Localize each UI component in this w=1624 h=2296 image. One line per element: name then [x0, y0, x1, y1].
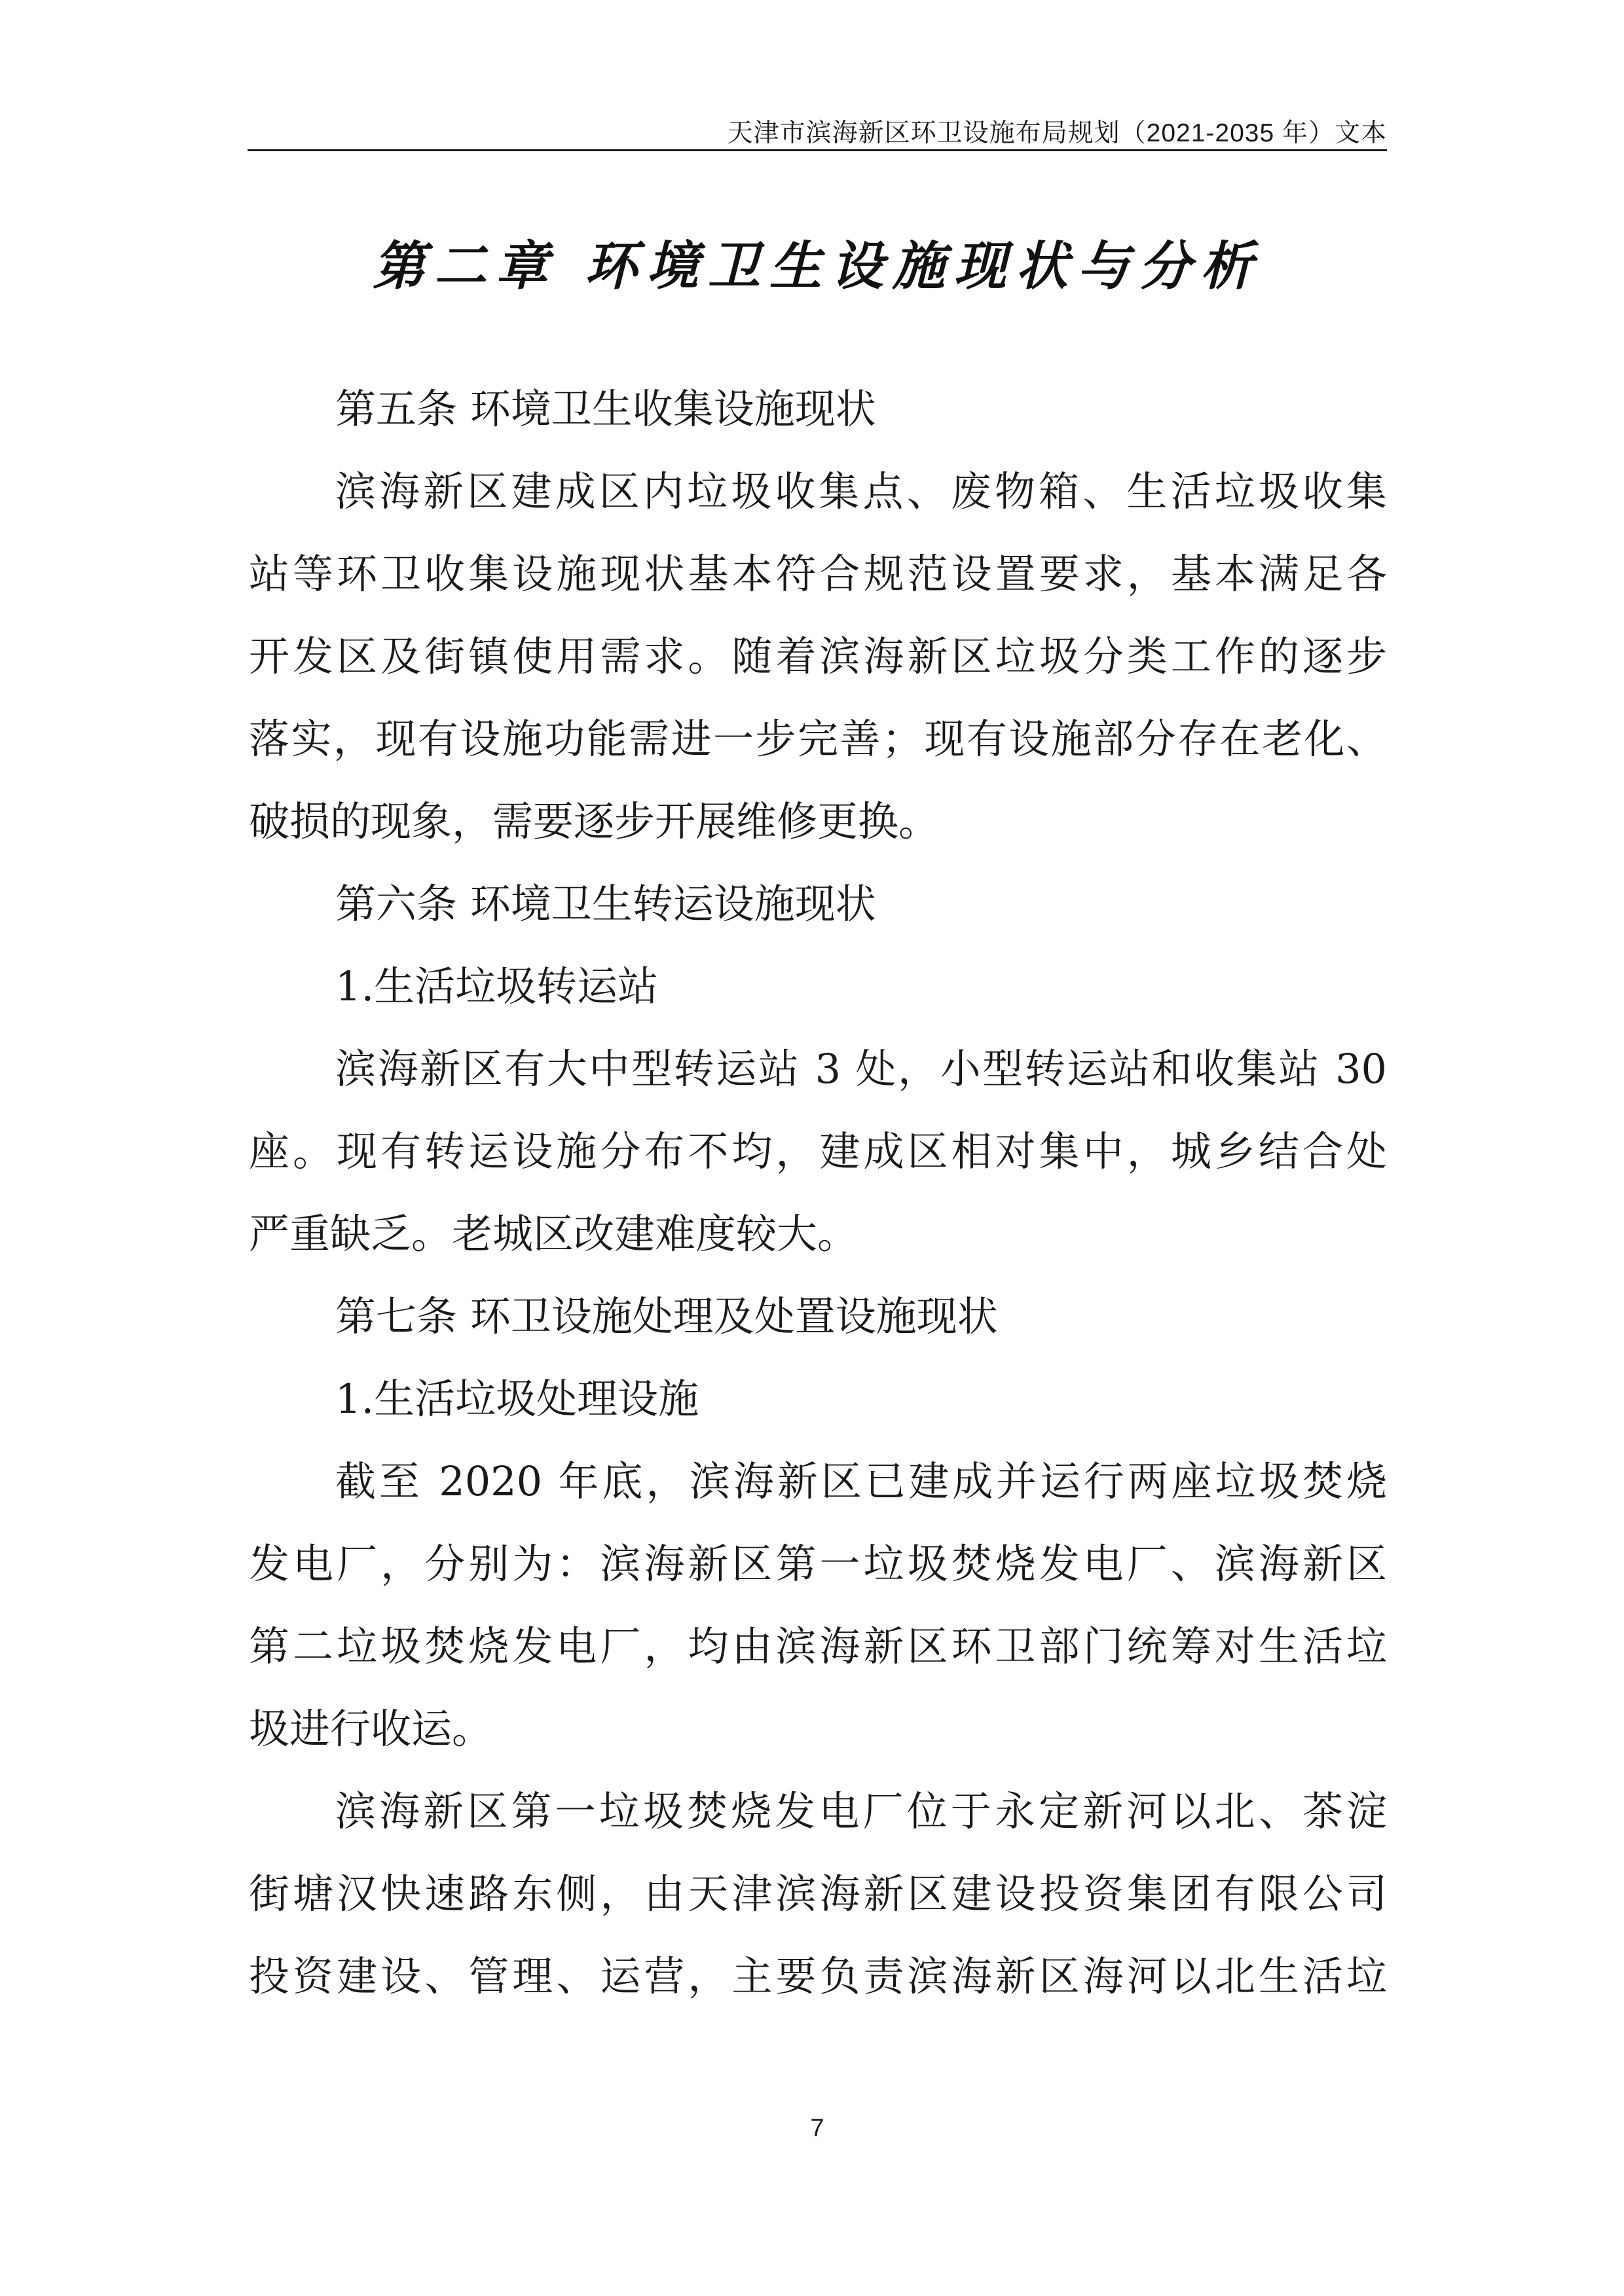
paragraph-line: 投资建设、管理、运营，主要负责滨海新区海河以北生活垃	[249, 1952, 1387, 2000]
article-7-heading: 第七条 环卫设施处理及处置设施现状	[335, 1292, 998, 1340]
paragraph-line: 开发区及街镇使用需求。随着滨海新区垃圾分类工作的逐步	[249, 632, 1387, 680]
paragraph-line: 发电厂，分别为：滨海新区第一垃圾焚烧发电厂、滨海新区	[249, 1540, 1387, 1588]
paragraph-line: 座。现有转运设施分布不均，建成区相对集中，城乡结合处	[249, 1127, 1387, 1175]
paragraph-line: 落实，现有设施功能需进一步完善；现有设施部分存在老化、	[249, 715, 1387, 763]
subsection-heading: 1.生活垃圾处理设施	[335, 1375, 699, 1423]
paragraph-line: 破损的现象，需要逐步开展维修更换。	[249, 797, 940, 845]
header-divider	[248, 149, 1387, 151]
paragraph-line: 滨海新区建成区内垃圾收集点、废物箱、生活垃圾收集	[335, 467, 1387, 515]
paragraph-line: 街塘汉快速路东侧，由天津滨海新区建设投资集团有限公司	[249, 1870, 1387, 1918]
paragraph-line: 截至 2020 年底，滨海新区已建成并运行两座垃圾焚烧	[335, 1457, 1387, 1505]
document-body	[249, 368, 1387, 2018]
article-5-heading: 第五条 环境卫生收集设施现状	[335, 385, 876, 433]
running-header: 天津市滨海新区环卫设施布局规划（2021-2035 年）文本	[727, 119, 1387, 147]
paragraph-line: 圾进行收运。	[249, 1705, 493, 1753]
paragraph-line: 滨海新区有大中型转运站 3 处，小型转运站和收集站 30	[335, 1045, 1387, 1093]
paragraph-line: 第二垃圾焚烧发电厂，均由滨海新区环卫部门统筹对生活垃	[249, 1622, 1387, 1670]
subsection-heading: 1.生活垃圾转运站	[335, 962, 659, 1010]
paragraph-line: 严重缺乏。老城区改建难度较大。	[249, 1210, 858, 1258]
chapter-title: 第二章 环境卫生设施现状与分析	[373, 236, 1262, 297]
paragraph-line: 站等环卫收集设施现状基本符合规范设置要求，基本满足各	[249, 550, 1387, 598]
paragraph-line: 滨海新区第一垃圾焚烧发电厂位于永定新河以北、茶淀	[335, 1787, 1387, 1835]
page-number: 7	[810, 2115, 824, 2142]
article-6-heading: 第六条 环境卫生转运设施现状	[335, 880, 876, 928]
